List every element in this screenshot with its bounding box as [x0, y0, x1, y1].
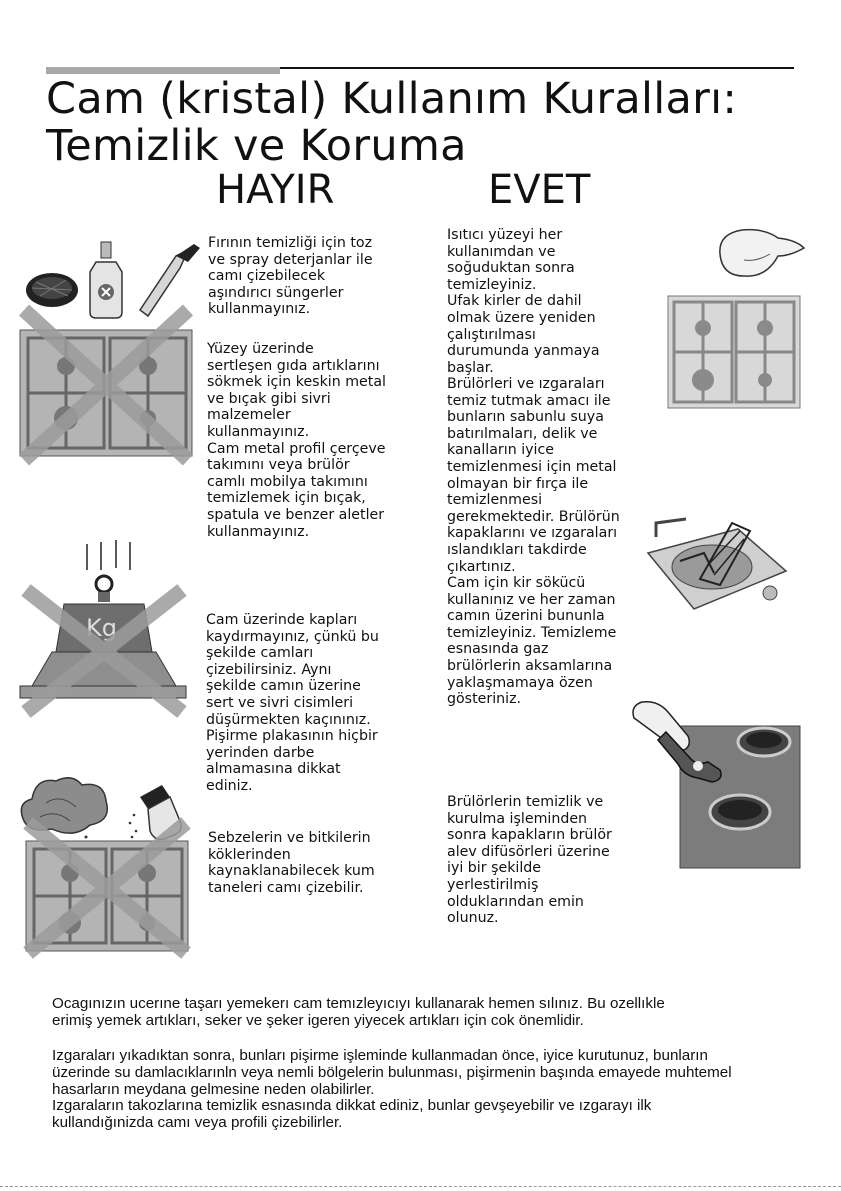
yes-text-clean-after-use: Isıtıcı yüzeyi her kullanımdan ve soğuduktan sonra temizleyiniz. Ufak kirler de dahil olmak üzere yeniden çalıştırılması durumunda yanmaya başlar. [447, 227, 600, 376]
page-bottom-edge [0, 1186, 841, 1187]
page-title [46, 76, 737, 170]
scouring-pad-icon [26, 273, 78, 307]
abrasives-illustration [18, 238, 213, 463]
vegetables-illustration [16, 773, 206, 958]
knife-icon [140, 244, 200, 316]
yes-text-burner-caps: Brülörlerin temizlik ve kurulma işleminden sonra kapakların brülör alev difüsörleri üzerine iyi bir şekilde yerlestirilmiş olduklarından emin olunuz. [447, 794, 612, 927]
header-accent-bar [46, 67, 280, 74]
title-line-2: Temizlik ve Koruma [46, 121, 467, 171]
svg-text:Kg: Kg [86, 614, 117, 642]
yes-text-burners-grids: Brülörleri ve ızgaraları temiz tutmak amacı ile bunların sabunlu suya batırılmaları, delik ve kanalların iyice temizlenmesi için metal olmayan bir fırça ile temizlenmesi gerekmektedir. Brülörün kapaklarını ve ızgaraları ıslandıkları takdirde çıkartınız. [447, 376, 620, 575]
spray-bottle-icon [90, 242, 122, 318]
no-text-abrasives: Fırının temizliği için toz ve spray deterjanlar ile camı çizebilecek aşındırıcı süngerler kullanmayınız. [208, 235, 373, 318]
falling-weight-illustration [16, 540, 206, 715]
header-rule [280, 67, 794, 69]
hob-icon [668, 296, 800, 408]
glass-cleaning-illustration [628, 692, 803, 872]
no-text-sliding-pots: Cam üzerinde kapları kaydırmayınız, çünkü bu şekilde camları çizebilirsiniz. Aynı şekilde camın üzerine sert ve sivri cisimleri düşürmekten kaçınınız. Pişirme plakasının hiçbir yerinden darbe almamasına dikkat ediniz. [206, 612, 379, 794]
motion-lines-icon [87, 540, 130, 570]
title-line-1: Cam (kristal) Kullanım Kuralları: [46, 74, 738, 124]
no-text-sharp-tools: Yüzey üzerinde sertleşen gıda artıklarını sökmek için keskin metal ve bıçak gibi sivri malzemeler kullanmayınız. Cam metal profil çerçeve takımını veya brülör camlı mobilya takımını temizlemek için bıçak, spatula ve benzer aletler kullanmayınız. [207, 341, 386, 540]
cleaning-cloth-icon [720, 230, 804, 276]
sink-soaking-illustration [636, 513, 796, 613]
bottom-paragraph-grids: Izgaraları yıkadıktan sonra, bunları pişirme işleminde kullanmadan önce, iyice kurutunuz, bunların üzerinde su damlacıklarınln veya nemli bölgelerin bulunması, pişirmenin başında emayede muhtemel hasarların meydana gelmesine neden olabilirler. Izgaraların takozlarına temizlik esnasında dikkat ediniz, bunlar gevşeyebilir ve ızgarayı ilk kullandığınizda camı veya profili çizebilirler. [52, 1047, 732, 1132]
sink-icon [648, 519, 786, 609]
clean-hob-illustration [660, 220, 810, 415]
bottom-paragraph-spills: Ocagınızın ucerıne taşarı yemekerı cam temızleyıcıyı kullanarak hemen sılınız. Bu ozellıkle erimiş yemek artıkları, seker ve şeker igeren yiyecek artıkları için cok önemlidir. [52, 995, 665, 1029]
column-heading-yes: EVET [488, 167, 591, 213]
yes-text-glass-cleaner: Cam için kir sökücü kullanınız ve her zaman camın üzerini bununla temizleyiniz. Temizleme esnasında gaz brülörlerin aksamlarına yaklaşmamaya özen gösteriniz. [447, 575, 617, 708]
no-text-vegetables: Sebzelerin ve bitkilerin köklerinden kaynaklanabilecek kum taneleri camı çizebilir. [208, 830, 375, 896]
hob-surface-icon [680, 726, 800, 868]
weight-icon [20, 576, 186, 698]
column-heading-no: HAYIR [216, 167, 335, 213]
